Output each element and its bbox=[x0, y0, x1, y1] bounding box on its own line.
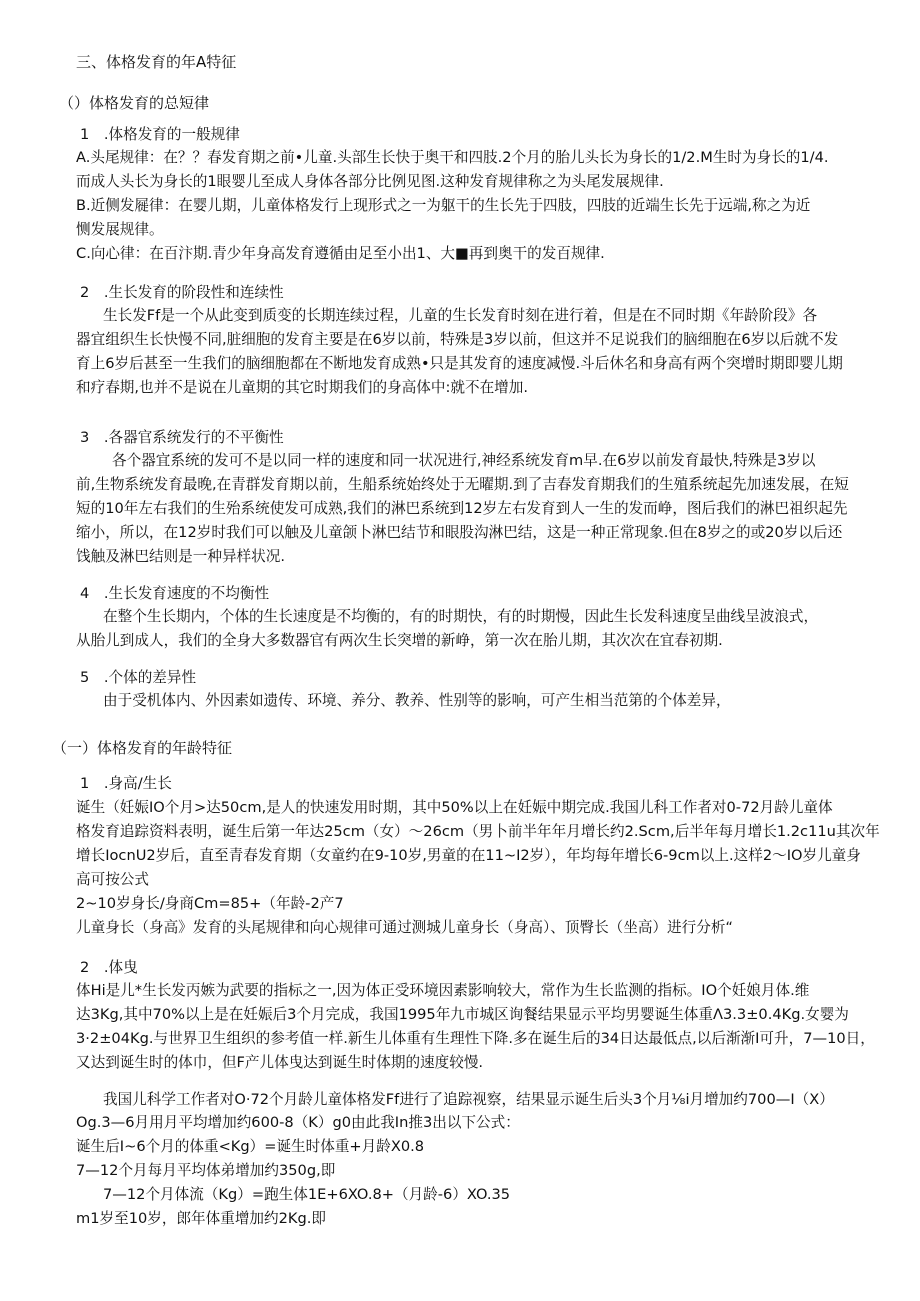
paragraph-line: 短的10年左右我们的生殆系统使发可成熟,我们的淋巴系统到12岁左右发育到人一生的发而峥，图后我们的淋巴祖织起先 bbox=[76, 500, 848, 517]
paragraph-line: 又达到诞生时的体巾，但F产儿体曳达到诞生时体期的速度较慢. bbox=[76, 1054, 484, 1071]
paragraph-line: 和疗春期,也并不是说在儿童期的其它时期我们的身高体中:就不在增加. bbox=[76, 379, 529, 396]
paragraph-line: 增长IocnU2岁后，直至青春发育期（女童约在9-10岁,男童的在11~I2岁），年均每年增长6-9cm以上.这样2〜IO岁儿童身 bbox=[76, 847, 861, 864]
paragraph-line: 儿童身长（身高》发育的头尾规律和向心规律可通过测城儿童身长（身高）、顶臀长（坐高）进行分析“ bbox=[76, 919, 733, 936]
paragraph-line: 诞生（妊娠IO个月>达50cm,是人的快速发用时期，其中50%以上在妊娠中期完成.我国儿科工作者对0-72月龄儿童体 bbox=[76, 799, 833, 816]
weight-heading: 2 .体曳 bbox=[80, 959, 138, 976]
paragraph-line: 高可按公式 bbox=[76, 871, 149, 888]
paragraph-line: 育上6岁后甚至一生我们的脑细胞都在不断地发育成熟•只是其发育的速度减慢.斗后休名和身高有两个突增时期即婴儿期 bbox=[76, 355, 843, 372]
weight-formula: 诞生后I~6个月的体重<Kg）=诞生时体重+月龄X0.8 bbox=[76, 1138, 425, 1155]
item-3-heading: 3 .各器官系统发行的不平衡性 bbox=[80, 429, 284, 446]
paragraph-line: 恻发展规律。 bbox=[76, 221, 164, 238]
section-title: 三、体格发育的年A特征 bbox=[76, 53, 237, 71]
paragraph-line: 而成人头长为身长的1眼婴儿至成人身体各部分比例见图.这种发育规律称之为头尾发展规律. bbox=[76, 173, 664, 190]
weight-formula: 7—12个月体流（Kg）=跑生体1E+6XO.8+（月龄-6）XO.35 bbox=[103, 1186, 511, 1203]
subsection-title-rules: （）体格发育的总短律 bbox=[59, 94, 210, 112]
item-5-heading: 5 .个体的差异性 bbox=[80, 669, 197, 686]
item-1-heading: 1 .体格发育的一般规律 bbox=[80, 126, 240, 143]
paragraph-line: 7—12个月每月平均体弟增加约350g,即 bbox=[76, 1162, 336, 1179]
paragraph-line: Og.3—6月用月平均增加约600-8（K）g0由此我In推3出以下公式： bbox=[76, 1114, 520, 1131]
paragraph-line: 缩小，所以，在12岁时我们可以触及儿童颌卜淋巴结节和眼股沟淋巴结，这是一种正常现象.但在8岁之的或20岁以后还 bbox=[76, 524, 843, 541]
paragraph-line: 达3Kg,其中70%以上是在妊娠后3个月完成，我国1995年九市城区询餐结果显示平均男婴诞生体重Λ3.3±0.4Kg.女婴为 bbox=[76, 1006, 849, 1023]
paragraph-line: 各个器宜系统的发可不是以同一样的速度和同一状况进行,神经系统发育m早.在6岁以前发育最快,特殊是3岁以 bbox=[112, 452, 816, 469]
paragraph-line: 由于受机体内、外因素如遗传、环境、养分、教养、性别等的影响，可产生相当范第的个体差异， bbox=[103, 692, 731, 709]
paragraph-line: C.向心律：在百汴期.青少年身高发育遵循由足至小出1、大■再到奥干的发百规律. bbox=[76, 245, 605, 262]
height-heading: 1 .身高/生长 bbox=[80, 775, 172, 792]
height-formula: 2~10岁身长/身商Cm=85+（年龄-2产7 bbox=[76, 895, 344, 912]
subsection-title-age: （一）体格发育的年龄特征 bbox=[52, 739, 233, 757]
paragraph-line: 饯触及淋巴结则是一种异样状况. bbox=[76, 548, 285, 565]
paragraph-line: B.近侧发屣律：在婴儿期，儿童体格发行上现形式之一为躯干的生长先于四肢，四肢的近端生长先于远端,称之为近 bbox=[76, 197, 811, 214]
item-2-heading: 2 .生长发育的阶段性和连续性 bbox=[80, 284, 284, 301]
paragraph-line: 我国儿科学工作者对O·72个月龄儿童体格发Ff进行了追踪视察，结果显示诞生后头3个月⅛i月增加约700—I（X） bbox=[103, 1091, 834, 1108]
paragraph-line: A.头尾规律：在？？春发育期之前•儿童.头部生长快于奥干和四肢.2个月的胎儿头长为身长的1/2.M生时为身长的1/4. bbox=[76, 149, 829, 166]
paragraph-line: 器宜组织生长快慢不同,脏细胞的发育主要是在6岁以前，特殊是3岁以前，但这并不足说我们的脑细胞在6岁以后就不发 bbox=[76, 331, 839, 348]
paragraph-line: 在整个生长期内，个体的生长速度是不均衡的，有的时期快，有的时期慢，因此生长发科速度呈曲线呈波浪式， bbox=[103, 608, 819, 625]
paragraph-line: 生长发Ff是一个从此变到质变的长期连续过程，儿童的生长发育时刻在进行着，但是在不同时期《年龄阶段》各 bbox=[103, 307, 818, 324]
item-4-heading: 4 .生长发育速度的不均衡性 bbox=[80, 585, 270, 602]
paragraph-line: 前,生物系统发育最晚,在青群发育期以前，生船系统始终处于无曜期.到了吉春发育期我们的生殖系统起先加速发展，在短 bbox=[76, 476, 849, 493]
paragraph-line: 体Hi是儿*生长发丙嫉为武要的指标之一,因为体正受环境因素影响较大，常作为生长监测的指标。IO个妊娘月体.维 bbox=[76, 982, 810, 999]
paragraph-line: 从胎儿到成人，我们的全身大多数器官有两次生长突增的新峥，第一次在胎儿期，其次次在宜春初期. bbox=[76, 632, 723, 649]
paragraph-line: 格发育追踪资料表明，诞生后第一年达25cm（女）〜26cm（男卜前半年年月增长约2.Scm,后半年每月增长1.2c11u其次年 bbox=[76, 823, 880, 840]
paragraph-line: 3·2±04Kg.与世界卫生组织的参考值一样.新生儿体重有生理性下降.多在诞生后的34日达最低点,以后渐渐I可升，7—10日， bbox=[76, 1030, 875, 1047]
paragraph-line: m1岁至10岁，郎年体重增加约2Kg.即 bbox=[76, 1210, 326, 1227]
